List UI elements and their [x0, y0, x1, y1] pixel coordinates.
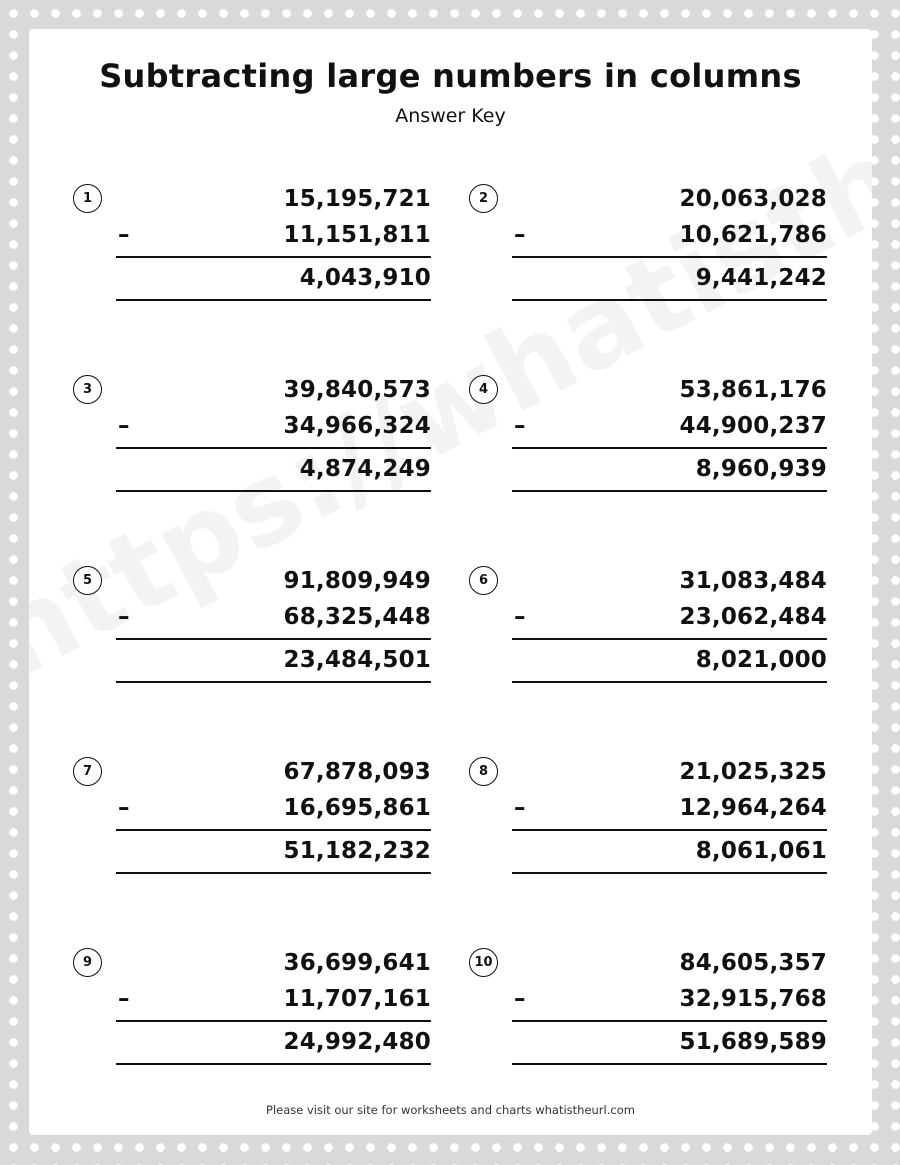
sum-line: [512, 1020, 827, 1022]
answer-line: [116, 490, 431, 492]
problem-number-badge: 7: [73, 757, 102, 786]
problem-7: [73, 757, 431, 877]
minuend: 84,605,357: [679, 950, 827, 976]
subtrahend: 10,621,786: [679, 222, 827, 248]
subtrahend: 23,062,484: [679, 604, 827, 630]
difference: 9,441,242: [695, 265, 827, 291]
problem-10: [469, 948, 827, 1068]
problem-3: [73, 375, 431, 495]
subtrahend: 34,966,324: [283, 413, 431, 439]
problem-2: [469, 184, 827, 304]
problem-number-badge: 2: [469, 184, 498, 213]
minus-sign: –: [514, 413, 526, 439]
answer-line: [512, 872, 827, 874]
problem-6: [469, 566, 827, 686]
problem-number-badge: 4: [469, 375, 498, 404]
sum-line: [116, 638, 431, 640]
minus-sign: –: [118, 413, 130, 439]
sum-line: [116, 1020, 431, 1022]
minus-sign: –: [514, 604, 526, 630]
minuend: 53,861,176: [679, 377, 827, 403]
subtrahend: 68,325,448: [283, 604, 431, 630]
subtrahend: 32,915,768: [679, 986, 827, 1012]
sum-line: [116, 829, 431, 831]
problem-number-badge: 9: [73, 948, 102, 977]
answer-line: [116, 1063, 431, 1065]
answer-line: [116, 681, 431, 683]
problem-number-badge: 10: [469, 948, 498, 977]
subtrahend: 11,151,811: [283, 222, 431, 248]
minuend: 39,840,573: [283, 377, 431, 403]
difference: 51,182,232: [283, 838, 431, 864]
difference: 4,043,910: [299, 265, 431, 291]
minuend: 91,809,949: [283, 568, 431, 594]
subtrahend: 16,695,861: [283, 795, 431, 821]
answer-line: [512, 299, 827, 301]
problem-number-badge: 1: [73, 184, 102, 213]
difference: 8,061,061: [695, 838, 827, 864]
minuend: 31,083,484: [679, 568, 827, 594]
minuend: 36,699,641: [283, 950, 431, 976]
answer-line: [116, 872, 431, 874]
sum-line: [116, 447, 431, 449]
sum-line: [512, 447, 827, 449]
minuend: 21,025,325: [679, 759, 827, 785]
sum-line: [512, 829, 827, 831]
problem-number-badge: 3: [73, 375, 102, 404]
minuend: 20,063,028: [679, 186, 827, 212]
minuend: 15,195,721: [283, 186, 431, 212]
problem-5: [73, 566, 431, 686]
subtrahend: 44,900,237: [679, 413, 827, 439]
difference: 23,484,501: [283, 647, 431, 673]
problem-1: [73, 184, 431, 304]
answer-line: [512, 1063, 827, 1065]
answer-line: [512, 490, 827, 492]
minus-sign: –: [514, 986, 526, 1012]
minus-sign: –: [118, 604, 130, 630]
minus-sign: –: [514, 222, 526, 248]
minus-sign: –: [118, 222, 130, 248]
page-title: Subtracting large numbers in columns: [99, 57, 802, 95]
footer-note: Please visit our site for worksheets and charts whatistheurl.com: [266, 1103, 635, 1117]
difference: 51,689,589: [679, 1029, 827, 1055]
difference: 8,021,000: [695, 647, 827, 673]
minuend: 67,878,093: [283, 759, 431, 785]
sum-line: [512, 256, 827, 258]
minus-sign: –: [118, 795, 130, 821]
answer-line: [116, 299, 431, 301]
sum-line: [512, 638, 827, 640]
problem-number-badge: 8: [469, 757, 498, 786]
subtrahend: 12,964,264: [679, 795, 827, 821]
problem-number-badge: 5: [73, 566, 102, 595]
page-subtitle: Answer Key: [395, 105, 506, 127]
subtrahend: 11,707,161: [283, 986, 431, 1012]
problem-number-badge: 6: [469, 566, 498, 595]
difference: 8,960,939: [695, 456, 827, 482]
worksheet-page: [29, 29, 872, 1135]
difference: 4,874,249: [299, 456, 431, 482]
problem-9: [73, 948, 431, 1068]
difference: 24,992,480: [283, 1029, 431, 1055]
answer-line: [512, 681, 827, 683]
sum-line: [116, 256, 431, 258]
problem-8: [469, 757, 827, 877]
minus-sign: –: [514, 795, 526, 821]
minus-sign: –: [118, 986, 130, 1012]
problem-4: [469, 375, 827, 495]
